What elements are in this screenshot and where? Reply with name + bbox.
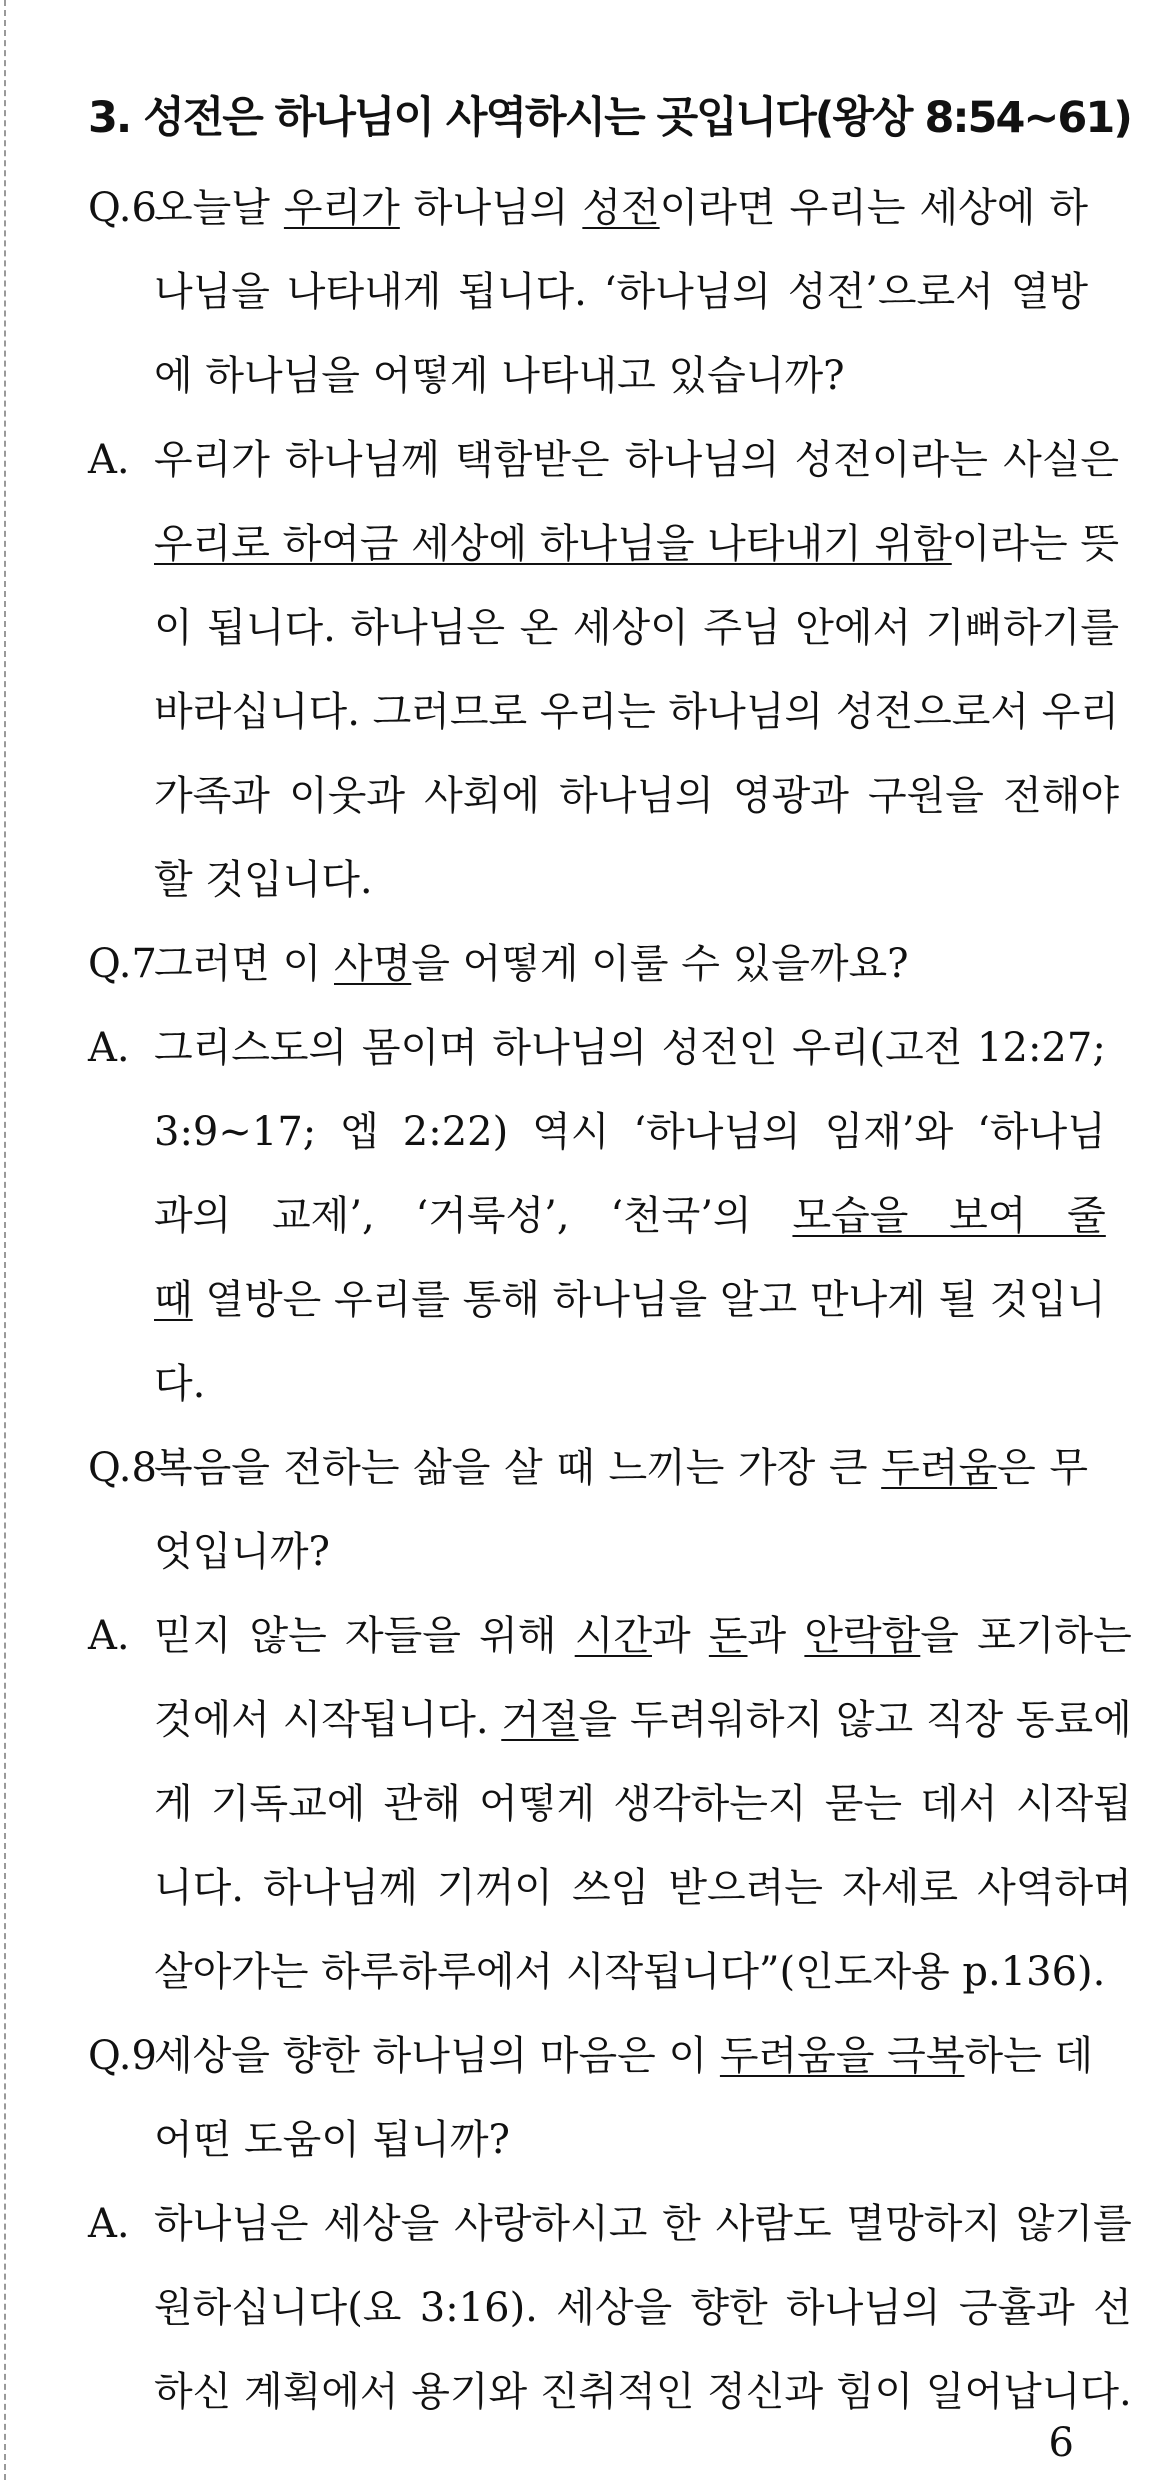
text-segment: 엇입니까? — [154, 1529, 331, 1575]
text-segment: 이라면 우리는 세상에 하 — [659, 185, 1088, 231]
answer-text — [154, 1594, 1132, 2014]
answer-marker: A. — [88, 1613, 130, 1659]
text-segment: 바라십니다. 그러므로 우리는 하나님의 성전으로서 우리 — [154, 689, 1120, 735]
answer-text — [154, 2182, 1132, 2434]
question-text — [154, 922, 1088, 1006]
text-line — [154, 2014, 1093, 2098]
text-segment: 것에서 시작됩니다. — [154, 1697, 502, 1743]
question-item — [88, 2014, 1094, 2182]
question-number: Q.7 — [88, 941, 157, 987]
text-segment: 다. — [154, 1361, 206, 1407]
text-segment: 을 포기하는 — [920, 1613, 1132, 1659]
question-item — [88, 922, 1088, 1006]
text-line — [154, 1678, 1132, 1762]
text-line — [154, 1594, 1132, 1678]
text-line — [154, 166, 1088, 250]
text-line — [154, 1510, 1088, 1594]
text-line — [154, 838, 1119, 922]
text-segment: 은 무 — [997, 1445, 1088, 1491]
text-segment: 과의 교제’, ‘거룩성’, ‘천국’의 — [154, 1193, 793, 1239]
question-number: Q.6 — [88, 185, 157, 231]
text-segment: 믿지 않는 자들을 위해 — [154, 1613, 575, 1659]
text-segment: 열방은 우리를 통해 하나님을 알고 만나게 될 것입니 — [192, 1277, 1106, 1323]
text-line — [154, 1762, 1132, 1846]
text-segment: 과 — [651, 1613, 709, 1659]
underlined-phrase: 두려움을 극복 — [719, 2033, 965, 2079]
text-segment: 할 것입니다. — [154, 857, 373, 903]
question-text — [154, 1426, 1088, 1594]
underlined-phrase: 거절 — [501, 1697, 579, 1743]
text-segment: 니다. 하나님께 기꺼이 쓰임 받으려는 자세로 사역하며 — [154, 1865, 1132, 1911]
underlined-phrase: 안락함 — [804, 1613, 921, 1659]
text-line — [154, 2350, 1132, 2434]
question-item — [88, 166, 1088, 418]
text-line — [154, 2182, 1132, 2266]
answer-item — [88, 1006, 1106, 1426]
text-segment: 이라는 뜻 — [951, 521, 1120, 567]
underlined-phrase: 우리가 — [283, 185, 400, 231]
text-segment: 에 하나님을 어떻게 나타내고 있습니까? — [154, 353, 845, 399]
text-segment: 을 어떻게 이룰 수 있을까요? — [411, 941, 909, 987]
question-text — [154, 166, 1088, 418]
text-line — [154, 754, 1119, 838]
question-item — [88, 1426, 1088, 1594]
text-line — [154, 250, 1088, 334]
underlined-phrase: 때 — [154, 1277, 193, 1323]
text-segment: 하나님은 세상을 사랑하시고 한 사람도 멸망하지 않기를 — [154, 2201, 1132, 2247]
text-line — [154, 1258, 1106, 1342]
underlined-phrase: 모습을 보여 줄 — [792, 1193, 1106, 1239]
text-line — [154, 586, 1119, 670]
text-segment: 어떤 도움이 됩니까? — [154, 2117, 510, 2163]
text-segment: 하나님의 — [399, 185, 583, 231]
text-line — [154, 418, 1119, 502]
text-line — [154, 1006, 1106, 1090]
text-segment: 게 기독교에 관해 어떻게 생각하는지 묻는 데서 시작됩 — [154, 1781, 1132, 1827]
answer-marker: A. — [88, 2201, 130, 2247]
underlined-phrase: 성전 — [582, 185, 660, 231]
answer-marker: A. — [88, 1025, 130, 1071]
text-segment: 살아가는 하루하루에서 시작됩니다”(인도자용 p.136). — [154, 1949, 1106, 1995]
text-line — [154, 1174, 1106, 1258]
text-line — [154, 670, 1119, 754]
question-number: Q.8 — [88, 1445, 157, 1491]
page-number: 6 — [1048, 2420, 1074, 2466]
question-text — [154, 2014, 1093, 2182]
text-segment: 3:9~17; 엡 2:22) 역시 ‘하나님의 임재’와 ‘하나님 — [154, 1109, 1106, 1155]
text-segment: 하는 데 — [964, 2033, 1094, 2079]
underlined-phrase: 우리로 하여금 세상에 하나님을 나타내기 위함 — [154, 521, 952, 567]
document-body — [88, 70, 1132, 2434]
answer-item — [88, 1594, 1132, 2014]
text-segment: 오늘날 — [154, 185, 284, 231]
underlined-phrase: 시간 — [574, 1613, 652, 1659]
text-line — [154, 922, 1088, 1006]
text-segment: 복음을 전하는 삶을 살 때 느끼는 가장 큰 — [154, 1445, 882, 1491]
text-line — [154, 1090, 1106, 1174]
text-segment: 나님을 나타내게 됩니다. ‘하나님의 성전’으로서 열방 — [154, 269, 1088, 315]
underlined-phrase: 돈 — [708, 1613, 748, 1659]
text-line — [154, 334, 1088, 418]
section-title: 3. 성전은 하나님이 사역하시는 곳입니다(왕상 8:54~61) — [88, 93, 1131, 143]
text-segment: 세상을 향한 하나님의 마음은 이 — [154, 2033, 720, 2079]
text-line — [154, 502, 1119, 586]
question-number: Q.9 — [88, 2033, 157, 2079]
text-segment: 이 됩니다. 하나님은 온 세상이 주님 안에서 기뻐하기를 — [154, 605, 1120, 651]
qa-list — [88, 166, 1132, 2434]
answer-item — [88, 418, 1120, 922]
text-line — [154, 2266, 1132, 2350]
page-edge-dashed-border — [4, 0, 6, 2480]
answer-marker: A. — [88, 437, 130, 483]
text-segment: 그러면 이 — [154, 941, 334, 987]
text-segment: 과 — [747, 1613, 805, 1659]
text-segment: 을 두려워하지 않고 직장 동료에 — [578, 1697, 1132, 1743]
answer-text — [154, 418, 1119, 922]
text-segment: 가족과 이웃과 사회에 하나님의 영광과 구원을 전해야 — [154, 773, 1120, 819]
text-line — [154, 2098, 1093, 2182]
underlined-phrase: 사명 — [334, 941, 412, 987]
answer-text — [154, 1006, 1106, 1426]
answer-item — [88, 2182, 1132, 2434]
text-line — [154, 1930, 1132, 2014]
text-segment: 원하십니다(요 3:16). 세상을 향한 하나님의 긍휼과 선 — [154, 2285, 1132, 2331]
text-line — [154, 1426, 1088, 1510]
text-segment: 하신 계획에서 용기와 진취적인 정신과 힘이 일어납니다. — [154, 2369, 1132, 2415]
text-line — [154, 1846, 1132, 1930]
underlined-phrase: 두려움 — [881, 1445, 998, 1491]
text-line — [154, 1342, 1106, 1426]
text-segment: 우리가 하나님께 택함받은 하나님의 성전이라는 사실은 — [154, 437, 1120, 483]
text-segment: 그리스도의 몸이며 하나님의 성전인 우리(고전 12:27; — [154, 1025, 1106, 1071]
